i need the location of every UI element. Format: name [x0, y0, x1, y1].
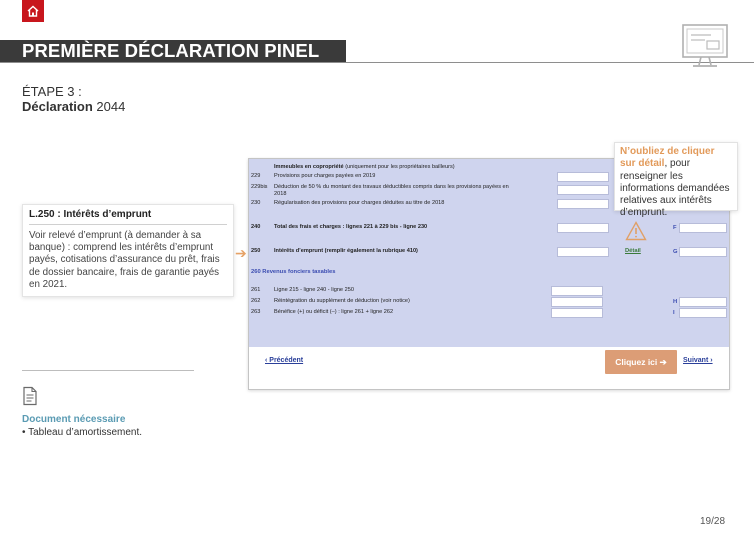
- input-263[interactable]: [551, 308, 603, 318]
- click-here-button[interactable]: Cliquez ici ➔: [605, 350, 677, 374]
- input-229bis[interactable]: [557, 185, 609, 195]
- form-row-230: 230 Régularisation des provisions pour charges déduites au titre de 2018: [251, 200, 445, 206]
- form-row-240: 240 Total des frais et charges : lignes 221 à 229 bis - ligne 230: [251, 224, 428, 230]
- computer-screen-icon: [681, 21, 729, 73]
- letter-h: H: [673, 299, 678, 305]
- previous-link[interactable]: ‹ Précédent: [265, 357, 304, 364]
- page-number: 19/28: [700, 516, 726, 527]
- input-230[interactable]: [557, 199, 609, 209]
- page-title: PREMIÈRE DÉCLARATION PINEL: [22, 40, 320, 61]
- home-icon: [26, 4, 40, 18]
- step-title-rest: 2044: [92, 99, 126, 114]
- title-divider: [0, 62, 754, 63]
- input-f[interactable]: [679, 223, 727, 233]
- form-row-229: 229 Provisions pour charges payées en 2019: [251, 173, 376, 179]
- form-row-229bis: 229bis Déduction de 50 % du montant des travaux déductibles compris dans les provisions payées en: [251, 184, 509, 190]
- step-title-bold: Déclaration: [22, 99, 93, 114]
- form-section-260: 260 Revenus fonciers taxables: [251, 269, 336, 275]
- input-262[interactable]: [551, 297, 603, 307]
- callout-highlight: N’oubliez de cliquer sur détail: [620, 146, 715, 170]
- callout-text: , pour renseigner les informations demandées relatives aux intérêts d’emprunt.: [620, 158, 730, 219]
- form-row-250: 250 Intérêts d’emprunt (remplir également la rubrique 410): [251, 248, 418, 254]
- input-h[interactable]: [679, 297, 727, 307]
- input-240[interactable]: [557, 223, 609, 233]
- step-title: [22, 99, 125, 114]
- home-button[interactable]: [22, 0, 44, 22]
- info-box-divider: [29, 224, 227, 225]
- letter-f: F: [673, 225, 677, 231]
- info-box-title: L.250 : Intérêts d’emprunt: [29, 209, 152, 220]
- document-label: Document nécessaire: [22, 414, 126, 425]
- step-label: ÉTAPE 3 :: [22, 84, 82, 99]
- info-box-text: Voir relevé d’emprunt (à demander à sa banque) : comprend les intérêts d’emprunt payés, cotisations d’assurance du prêt, frais de dossier bancaire, frais de garantie payés en 2021.: [29, 230, 220, 290]
- document-item: • Tableau d’amortissement.: [22, 427, 143, 438]
- form-row-229bis-cont: 2018: [274, 191, 287, 197]
- detail-link[interactable]: Détail: [625, 248, 641, 254]
- input-250[interactable]: [557, 247, 609, 257]
- next-link[interactable]: Suivant ›: [683, 357, 713, 364]
- input-261[interactable]: [551, 286, 603, 296]
- document-icon: [22, 386, 38, 406]
- warning-triangle-icon: [625, 221, 647, 241]
- arrow-right-icon: ➔: [235, 245, 247, 261]
- letter-g: G: [673, 249, 678, 255]
- form-row-262: 262 Réintégration du supplément de déduction (voir notice): [251, 298, 410, 304]
- input-229[interactable]: [557, 172, 609, 182]
- input-g[interactable]: [679, 247, 727, 257]
- title-bar: [0, 40, 346, 62]
- form-heading: Immeubles en copropriété (uniquement pour les propriétaires bailleurs): [274, 164, 455, 170]
- detail-callout: [614, 142, 738, 219]
- info-box-line-250: [22, 204, 234, 297]
- input-i[interactable]: [679, 308, 727, 318]
- form-row-261: 261 Ligne 215 - ligne 240 - ligne 250: [251, 287, 354, 293]
- section-divider: [22, 370, 194, 371]
- letter-i: I: [673, 310, 675, 316]
- form-row-263: 263 Bénéfice (+) ou déficit (–) : ligne 261 + ligne 262: [251, 309, 394, 315]
